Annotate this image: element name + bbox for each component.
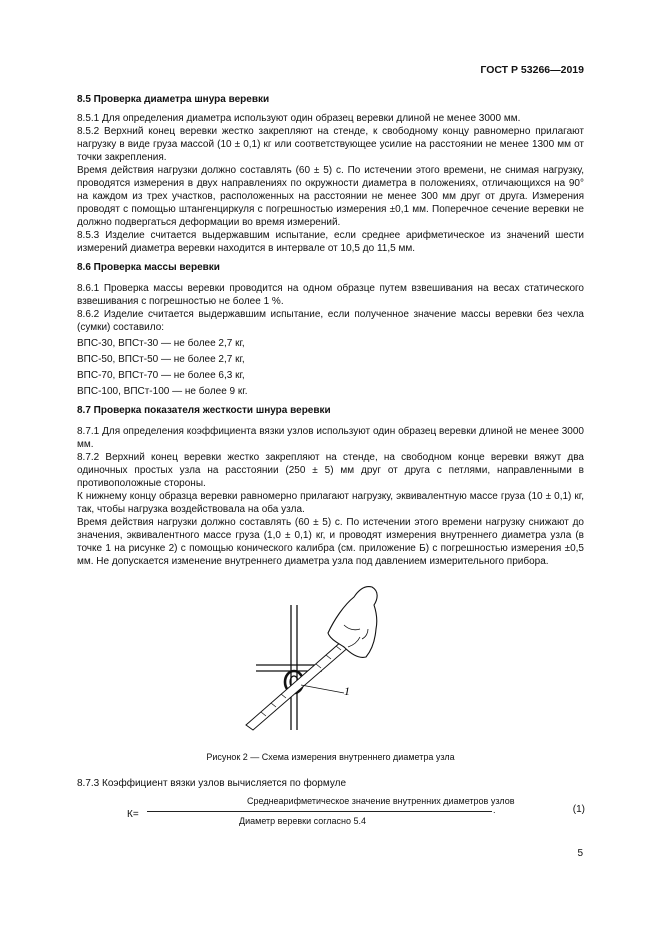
standard-header: ГОСТ Р 53266—2019 bbox=[480, 64, 584, 76]
formula-denominator: Диаметр веревки согласно 5.4 bbox=[239, 816, 367, 826]
list-item: ВПС-30, ВПСт-30 — не более 2,7 кг, bbox=[77, 338, 245, 349]
paragraph: 8.6.1 Проверка массы веревки проводится на одном образце путем взвешивания на весах статического взвешивания с погрешностью не более 1 %. bbox=[77, 283, 584, 307]
formula-intro: 8.7.3 Коэффициент вязки узлов вычисляется по формуле bbox=[77, 778, 347, 789]
paragraph: Время действия нагрузки должно составлять (60 ± 5) с. По истечении этого времени нагрузку снижают до значения, эквивалентного массе груза (1,0 ± 0,1) кг, и проводят измерения внутреннего диаметра узла (в точке 1 на рисунке 2) с помощью конического калибра (см. приложение Б) с погрешностью измерения ±0,5 мм. Не допускается изменение внутреннего диаметра узла под давлением измерительного прибора. bbox=[77, 517, 584, 567]
paragraph: К нижнему концу образца веревки равномерно прилагают нагрузку, эквивалентную массе груза (10 ± 0,1) кг, так, чтобы нагрузка воздействовала на оба узла. bbox=[77, 491, 584, 515]
paragraph: 8.7.2 Верхний конец веревки жестко закрепляют на стенде, на свободном конце веревки вяжут два одиночных простых узла на расстоянии (250 ± 5) мм друг от друга с петлями, направленными в противоположные стороны. bbox=[77, 452, 584, 489]
paragraph: 8.5.3 Изделие считается выдержавшим испытание, если среднее арифметическое из значений шести измерений диаметра веревки находится в интервале от 10,5 до 11,5 мм. bbox=[77, 230, 584, 254]
formula-k: К= bbox=[127, 809, 139, 820]
mass-list bbox=[77, 337, 584, 398]
paragraph: Время действия нагрузки должно составлять (60 ± 5) с. По истечении этого времени, не снимая нагрузку, проводятся измерения в двух направлениях по окружности диаметра в положениях, отличающихся на 90° на каждом из трех участков, расположенных на расстоянии не менее 300 мм друг от друга. Измерения проводят с помощью штангенциркуля с погрешностью измерения ±0,1 мм. Поперечное сечение веревки не должно подвергаться деформации во время измерений. bbox=[77, 165, 584, 228]
figure-caption: Рисунок 2 — Схема измерения внутреннего диаметра узла bbox=[206, 752, 455, 762]
list-item: ВПС-100, ВПСт-100 — не более 9 кг. bbox=[77, 386, 248, 397]
paragraph: 8.6.2 Изделие считается выдержавшим испытание, если полученное значение массы веревки без чехла (сумки) составило: bbox=[77, 309, 584, 333]
paragraph: 8.5.2 Верхний конец веревки жестко закрепляют на стенде, к свободному концу равномерно прилагают нагрузку в виде груза массой (10 ± 0,1) кг или соответствующее усилие на расстоянии не менее 1300 мм от точки закрепления. bbox=[77, 126, 584, 163]
knot-measurement-figure bbox=[226, 585, 396, 740]
equation-number: (1) bbox=[572, 804, 585, 815]
list-item: ВПС-70, ВПСт-70 — не более 6,3 кг, bbox=[77, 370, 245, 381]
paragraph: 8.7.1 Для определения коэффициента вязки узлов используют один образец веревки длиной не менее 3000 мм. bbox=[77, 426, 584, 450]
formula bbox=[127, 796, 587, 836]
paragraph: 8.5.1 Для определения диаметра используют один образец веревки длиной не менее 3000 мм. bbox=[77, 113, 521, 124]
figure-label: 1 bbox=[344, 684, 350, 698]
list-item: ВПС-50, ВПСт-50 — не более 2,7 кг, bbox=[77, 354, 245, 365]
section-title-8-5: 8.5 Проверка диаметра шнура веревки bbox=[77, 94, 270, 105]
page-number: 5 bbox=[577, 848, 583, 859]
fraction-line bbox=[147, 811, 492, 812]
document-body bbox=[77, 93, 584, 568]
section-title-8-7: 8.7 Проверка показателя жесткости шнура веревки bbox=[77, 405, 331, 416]
formula-numerator: Среднеарифметическое значение внутренних диаметров узлов bbox=[247, 796, 515, 806]
section-title-8-6: 8.6 Проверка массы веревки bbox=[77, 262, 220, 273]
formula-end: . bbox=[493, 805, 496, 815]
